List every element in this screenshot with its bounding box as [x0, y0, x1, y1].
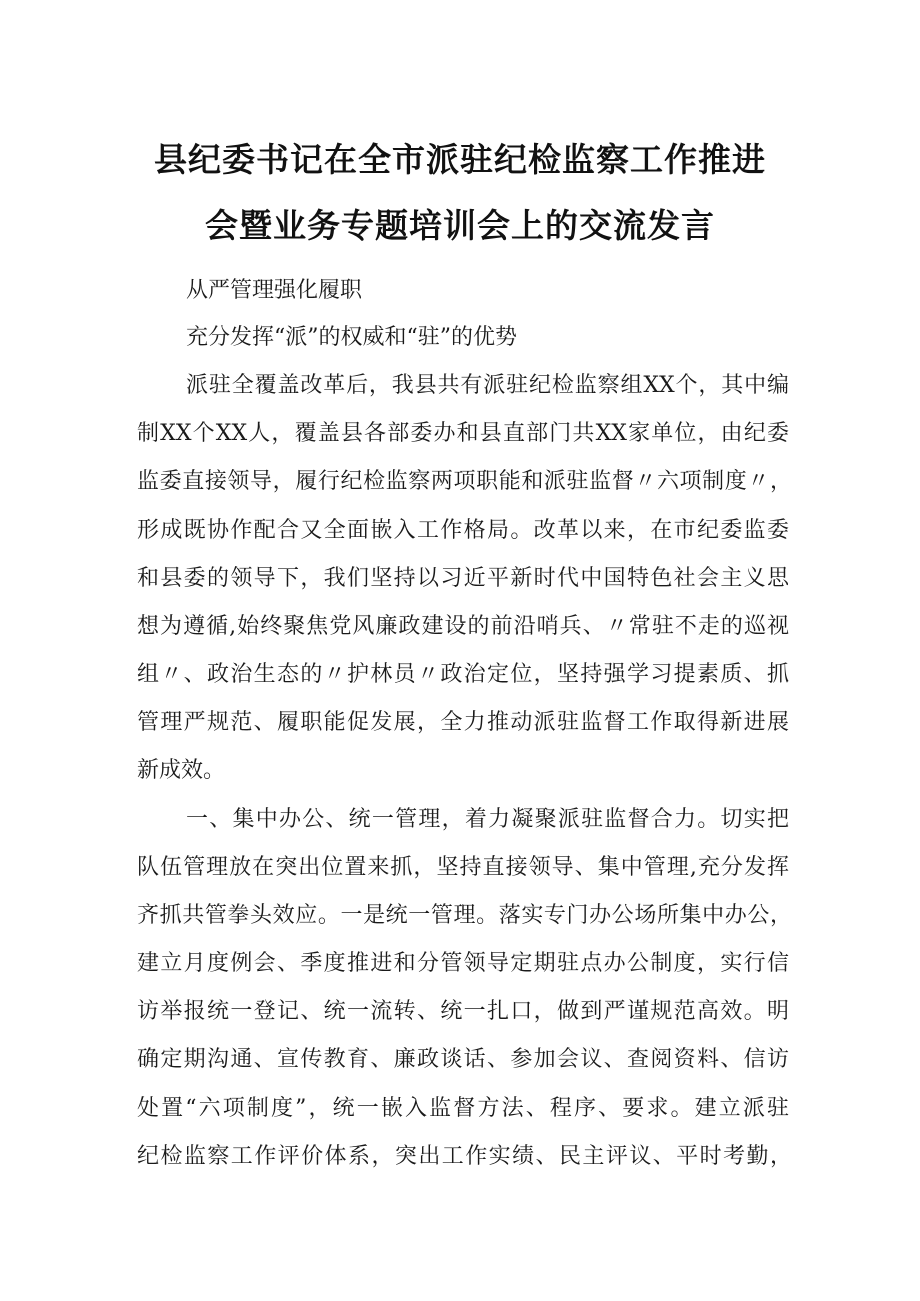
paragraph-1-line: 管理严规范、履职能促发展，全力推动派驻监督工作取得新进展: [137, 710, 789, 735]
paragraph-1-line: 监委直接领导，履行纪检监察两项职能和派驻监督〃六项制度〃，: [137, 469, 792, 494]
paragraph-2-line: 处置“六项制度”，统一嵌入监督方法、程序、要求。建立派驻: [137, 1096, 789, 1121]
paragraph-2-line: 齐抓共管拳头效应。一是统一管理。落实专门办公场所集中办公，: [137, 903, 792, 928]
paragraph-2-line: 确定期沟通、宣传教育、廉政谈话、参加会议、查阅资料、信访: [137, 1047, 789, 1072]
paragraph-1-line: 形成既协作配合又全面嵌入工作格局。改革以来，在市纪委监委: [137, 518, 789, 543]
paragraph-1-line: 想为遵循,始终聚焦党风廉政建设的前沿哨兵、〃常驻不走的巡视: [137, 614, 789, 639]
paragraph-2-line: 建立月度例会、季度推进和分管领导定期驻点办公制度，实行信: [137, 951, 789, 976]
paragraph-1-line: 组〃、政治生态的〃护林员〃政治定位，坚持强学习提素质、抓: [137, 662, 789, 687]
paragraph-2-line: 访举报统一登记、统一流转、统一扎口，做到严谨规范高效。明: [137, 999, 789, 1024]
document-title-line-1: 县纪委书记在全市派驻纪检监察工作推进: [154, 140, 766, 179]
subtitle-2: 充分发挥“派”的权威和“驻”的优势: [186, 325, 517, 350]
document-title-line-2: 会暨业务专题培训会上的交流发言: [205, 206, 715, 245]
paragraph-1-line: 新成效。: [137, 758, 226, 783]
paragraph-2-line: 一、集中办公、统一管理，着力凝聚派驻监督合力。切实把: [186, 807, 789, 832]
paragraph-1-line: 派驻全覆盖改革后，我县共有派驻纪检监察组XX个，其中编: [186, 373, 789, 398]
paragraph-2-line: 队伍管理放在突出位置来抓，坚持直接领导、集中管理,充分发挥: [137, 855, 789, 880]
subtitle-1: 从严管理强化履职: [186, 278, 363, 303]
paragraph-1-line: 制XX个XX人，覆盖县各部委办和县直部门共XX家单位，由纪委: [137, 421, 789, 446]
paragraph-2-line: 纪检监察工作评价体系，突出工作实绩、民主评议、平时考勤，: [137, 1144, 792, 1169]
paragraph-1-line: 和县委的领导下，我们坚持以习近平新时代中国特色社会主义思: [137, 566, 789, 591]
